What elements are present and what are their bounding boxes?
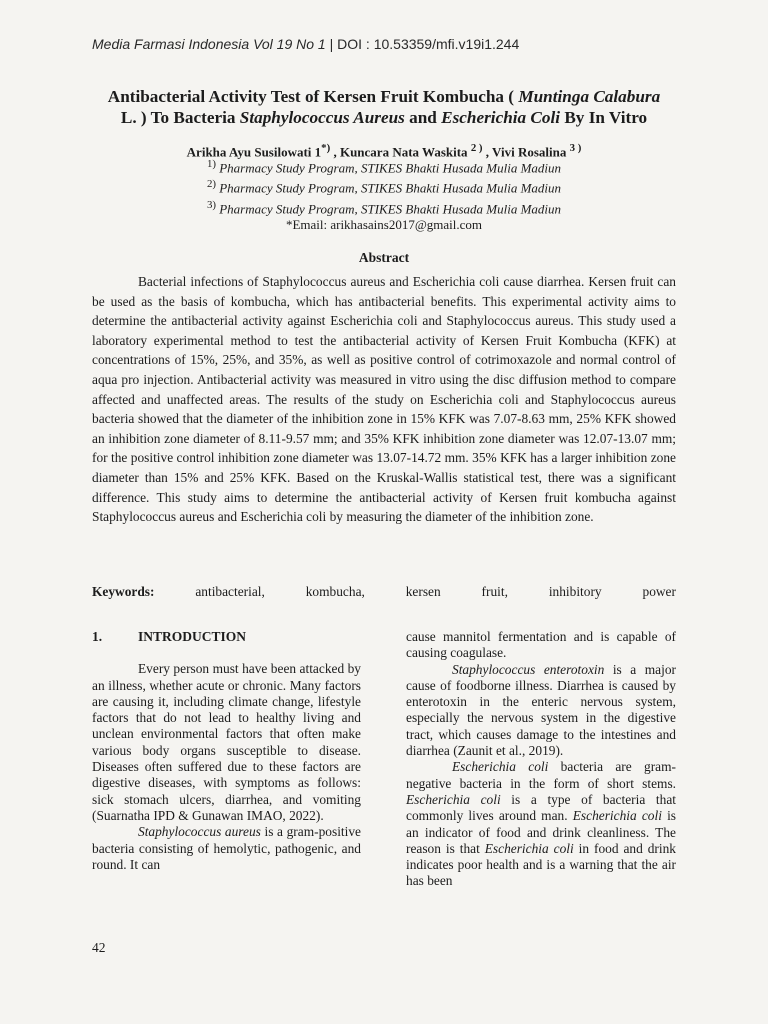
- species-name: Staphylococcus aureus: [138, 824, 261, 840]
- author-email: *Email: arikhasains2017@gmail.com: [285, 216, 483, 232]
- section-title: INTRODUCTION: [138, 629, 247, 644]
- species-name: Escherichia coli: [572, 808, 662, 824]
- title-part-1: Antibacterial Activity Test of Kersen Fruit Kombucha (: [107, 87, 515, 106]
- paragraph-text: is an indicator of food and drink cleanliness. The reason is that: [406, 808, 676, 856]
- title-species-2: Staphylococcus Aureus: [239, 108, 405, 127]
- author-3-sup: 3 ): [569, 142, 582, 154]
- paragraph-text: bacteria are gram-negative bacteria in the form of short stems.: [406, 759, 676, 791]
- section-number: 1.: [92, 629, 103, 644]
- intro-paragraph-2: [92, 824, 361, 873]
- author-1-sup: *): [321, 142, 331, 154]
- keyword-item: antibacterial,: [195, 584, 265, 599]
- intro-paragraph-2-text: is a gram-positive bacteria consisting of hemolytic, pathogenic, and round. It can: [92, 824, 361, 872]
- title-part-4: By In Vitro: [560, 108, 648, 127]
- title-part-3: and: [404, 108, 442, 127]
- author-3: , Vivi Rosalina: [482, 144, 570, 160]
- abstract-text: Bacterial infections of Staphylococcus aureus and Escherichia coli cause diarrhea. Kersen fruit can be used as the basis of kombucha, which has antibacterial benefits. This experimental activity aims to determine the antibacterial activity against Escherichia coli and Staphylococcus aureus. This study used a laboratory experimental method to test the antibacterial activity of Kersen Fruit Kombucha (KFK) at concentrations of 15%, 25%, and 35%, as well as positive control of cotrimoxazole and normal control of aqua pro injection. Antibacterial activity was measured in vitro using the disc diffusion method to compare affected and unaffected areas. The results of the study on Escherichia coli and Staphylococcus aureus bacteria showed that the diameter of the inhibition zone in 15% KFK was 7.07-8.63 mm, 25% KFK showed an inhibition zone diameter of 8.11-9.57 mm; and 35% KFK inhibition zone diameter was 12.07-13.07 mm; for the positive control inhibition zone diameter was 13.07-14.72 mm. 35% KFK has a larger inhibition zone diameter than 15% and 25% KFK. Based on the Kruskal-Wallis statistical test, there was a significant difference. This study aims to determine the antibacterial activity of Kersen fruit kombucha against Staphylococcus aureus and Escherichia coli by measuring the diameter of the inhibition zone.: [92, 274, 676, 525]
- paragraph-text: is a type of bacteria that commonly lives around man.: [406, 791, 676, 824]
- running-header: [92, 36, 519, 52]
- species-name: Escherichia coli: [452, 759, 549, 775]
- affiliation-2: [80, 176, 688, 196]
- species-name: Staphylococcus enterotoxin: [452, 661, 605, 677]
- affiliation-2-text: Pharmacy Study Program, STIKES Bhakti Husada Mulia Madiun: [215, 180, 562, 196]
- keyword-item: kersen: [405, 584, 441, 599]
- species-name: Escherichia coli: [406, 791, 501, 807]
- author-2-sup: 2 ): [470, 142, 483, 154]
- journal-name: Media Farmasi Indonesia Vol 19 No 1: [92, 36, 326, 52]
- title-species-3: Escherichia Coli: [441, 108, 561, 127]
- intro-paragraph-4: [406, 759, 676, 889]
- species-name: Escherichia coli: [484, 840, 574, 856]
- affiliation-1: [80, 156, 688, 176]
- keywords-line: [92, 584, 676, 600]
- title-species-1: Muntinga Calabura: [514, 87, 661, 106]
- header-separator: |: [325, 36, 338, 52]
- intro-paragraph-1: Every person must have been attacked by an illness, whether acute or chronic. Many factors are causing it, including climate change, lifestyle factors that do not lead to healthy living and unclean environmental factors that often make various body organs susceptible to disease. Diseases often suffered due to these factors are digestive diseases, with symptoms as follows: sick stomach ulcers, diarrhea, and vomiting (Suarnatha IPD & Gunawan IMAO, 2022).: [92, 661, 361, 823]
- keywords-label: Keywords:: [92, 584, 155, 599]
- intro-paragraph-3-text: is a major cause of foodborne illness. Diarrhea is caused by enterotoxin in the enteric nervous system, especially the nervous system in the digestive tract, which causes damage to the intestines and diarrhea (Zaunit et al., 2019).: [406, 661, 676, 759]
- page-number: 42: [92, 940, 106, 955]
- affiliation-3-sup: 3): [206, 198, 216, 211]
- keyword-item: fruit,: [481, 584, 508, 599]
- author-1: Arikha Ayu Susilowati 1: [186, 144, 322, 160]
- right-column: [406, 629, 676, 890]
- affiliation-1-sup: 1): [206, 158, 216, 170]
- section-heading-introduction: [92, 629, 361, 645]
- paragraph-text: in food and drink indicates poor health and is a warning that the air has been: [406, 840, 676, 889]
- intro-paragraph-cont: cause mannitol fermentation and is capable of causing coagulase.: [406, 629, 676, 661]
- keyword-item: inhibitory: [548, 584, 602, 599]
- affiliation-2-sup: 2): [206, 178, 216, 191]
- author-2: , Kuncara Nata Waskita: [330, 144, 471, 160]
- title-part-2: L. ) To Bacteria: [120, 108, 240, 127]
- affiliation-3: [80, 197, 688, 217]
- affiliation-1-text: Pharmacy Study Program, STIKES Bhakti Husada Mulia Madiun: [215, 160, 562, 176]
- doi-text: DOI : 10.53359/mfi.v19i1.244: [337, 36, 520, 52]
- affiliations: [80, 156, 688, 233]
- left-column: [92, 629, 361, 873]
- abstract-heading: Abstract: [358, 250, 410, 265]
- affiliation-3-text: Pharmacy Study Program, STIKES Bhakti Husada Mulia Madiun: [215, 200, 562, 216]
- keyword-item: kombucha,: [305, 584, 365, 599]
- intro-paragraph-3: [406, 662, 676, 760]
- keyword-item: power: [642, 584, 676, 599]
- paper-title: [80, 86, 688, 128]
